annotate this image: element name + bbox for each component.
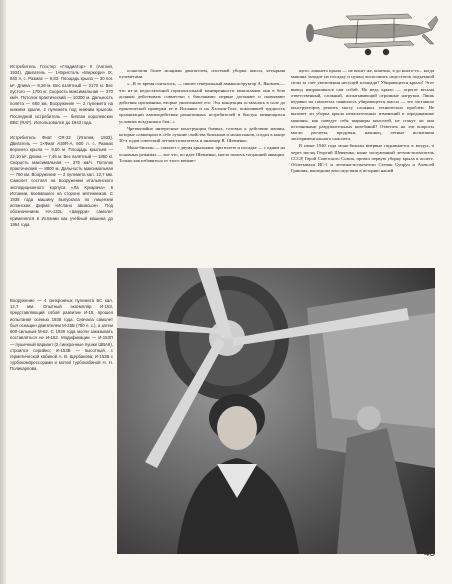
paragraph: В июне 1940 года моно-биплан впервые поднимается в воздух, а через месяц Георгий Шевченко, ныне заслуженный летчик-испытатель СССР, Герой Советского Союза, провел первую уборку крыла в полете. Облетывали ИС-1 и летчики-испытатели Степан Супрун и Алексей Гринчик, вошедшие впоследствии в историю нашей xyxy=(291,143,434,174)
aviator-photo xyxy=(117,268,435,554)
paragraph: оснастили более мощным двигателем, системой уборки шасси, четырьмя пулеметами. xyxy=(119,68,285,80)
paragraph: Чрезвычайно интересные конструкции боевых, готовых к действию машин, которые совмещали в себе лучшие свойства бипланов и монопланов, создал в конце 30-х годов советский летчик-испытатель и инженер В. Шевченко. xyxy=(119,125,285,144)
biplane-illustration xyxy=(298,8,440,58)
caption-i153: Вооружение — 4 синхронных пулемета БС кал. 12,7 мм. Опытный экземпляр И-153, представляющий собой развитие И-15, прошел испытания осенью 1938 года. Сначала самолет был оснащен двигателем М-25В (750 л. с.), а затем 800-сильным М-62. С 1939 года могли заказывать поставляться не И-153. Модификации — И-153П — пушечный вариант (2 синхронные пушки ШВАК), строился серийно; И-153В — высотный, с герметической кабиной А. В. Щербакова; И-153В с турбокомпрессорами и мотой турбокабиной Н. Н. Поликарпова. xyxy=(10,298,113,372)
page-fold-shadow xyxy=(0,0,6,584)
body-text-column-1 xyxy=(119,68,285,268)
caption-column xyxy=(10,64,113,373)
paragraph: Моно-биплан — самолет с двумя крыльями: при взлете и посадке — с одним на основных режимах — вот что, по идее Шевченко, могло помочь тогдашней авиации. Только как избавиться от этого мешаю- xyxy=(119,145,285,163)
page-number: 45 xyxy=(424,548,436,559)
paragraph: «...В то время считалось, — пишет генеральный авиаконструктор А. Яковлев,— что из-за недостаточной горизонтальной маневренности монопланов они в бою должны действовать совместно с бипланами: первые догоняют и сковывают действия противника, вторые уничтожают его. Эта концепция оставалась в силе до практической проверки ее в Испании и на Халхин-Голе, показавшей трудность организации взаимодействия разнотипных истребителей в быстро меняющихся условиях воздушного боя...» xyxy=(119,81,285,124)
paragraph: щего, лишнего крыла — не висит же, конечно, в до иного-то... когда машина заходит на посадку и нужно восполнить недостаток подъемной силы за счет увеличения несущей площади? Убирающееся крыло! Этот вывод напрашивался сам собой. Но ведь крыло — агрегат весьма ответственный, сложный, испытывающий огромные нагрузки. Лишь недавно на самолетах появилось убирающееся шасси — это заставило конструкторов решить массу сложных технических проблем. Не вызовет ли уборка крыла нежелательных изменений в аэродинамике машины, как поведут себя шарниры консолей, не станут ли они источниками разрушительных колебаний? Ответить на эти вопросы могли расчеты, продувки, наконец, летные испытания экспериментального самолета. xyxy=(291,68,434,142)
caption-fiat-cr32: Истребитель Фиат CR-32 (Италия, 1933). Двигатель — 1×Фиат А30R-А, 600 л. с. Размах верхнего крыла — 9,50 м. Площадь крыльев — 22,10 м². Длина — 7,45 м. Вес взлётный — 1850 кг. Скорость максимальная — 375 км/ч. Потолок практический — 8800 м. Дальность максимальная — 750 км. Вооружение — 2 пулемета кал. 12,7 мм. Самолет состоял на вооружении итальянского экспедиционного корпуса «Ла Кукарача» в Испании, воевавшего на стороне мятежников. С 1938 года машину выпускала по лицензии испанская фирма «Ислано авиасьон». Под обозначением HA-132L «Шиурри» самолет применялся в Испании как учебный машина до 1954 года. xyxy=(10,135,113,227)
caption-gladiator: Истребитель Глостер «Гладиатор» II (Англия, 1934). Двигатель — 1×Бристоль «Меркюри» IX, 840 л. с. Размах — 9,83. Площадь крыла — 30 пог. м². Длина — 8,36 м. Вес взлётный — 2170 кг. Вес пустого — 1700 кг. Скорость максимальная — 370 км/ч. Потолок практический — 10300 м. Дальность полёта — 660 км. Вооружение — 2 пулемета на нижнем крыле, 2 пулемета под нижним крылом. Последний истребитель — биплан королевских ВВС (RAF). Использовался до 1943 года. xyxy=(10,64,113,125)
